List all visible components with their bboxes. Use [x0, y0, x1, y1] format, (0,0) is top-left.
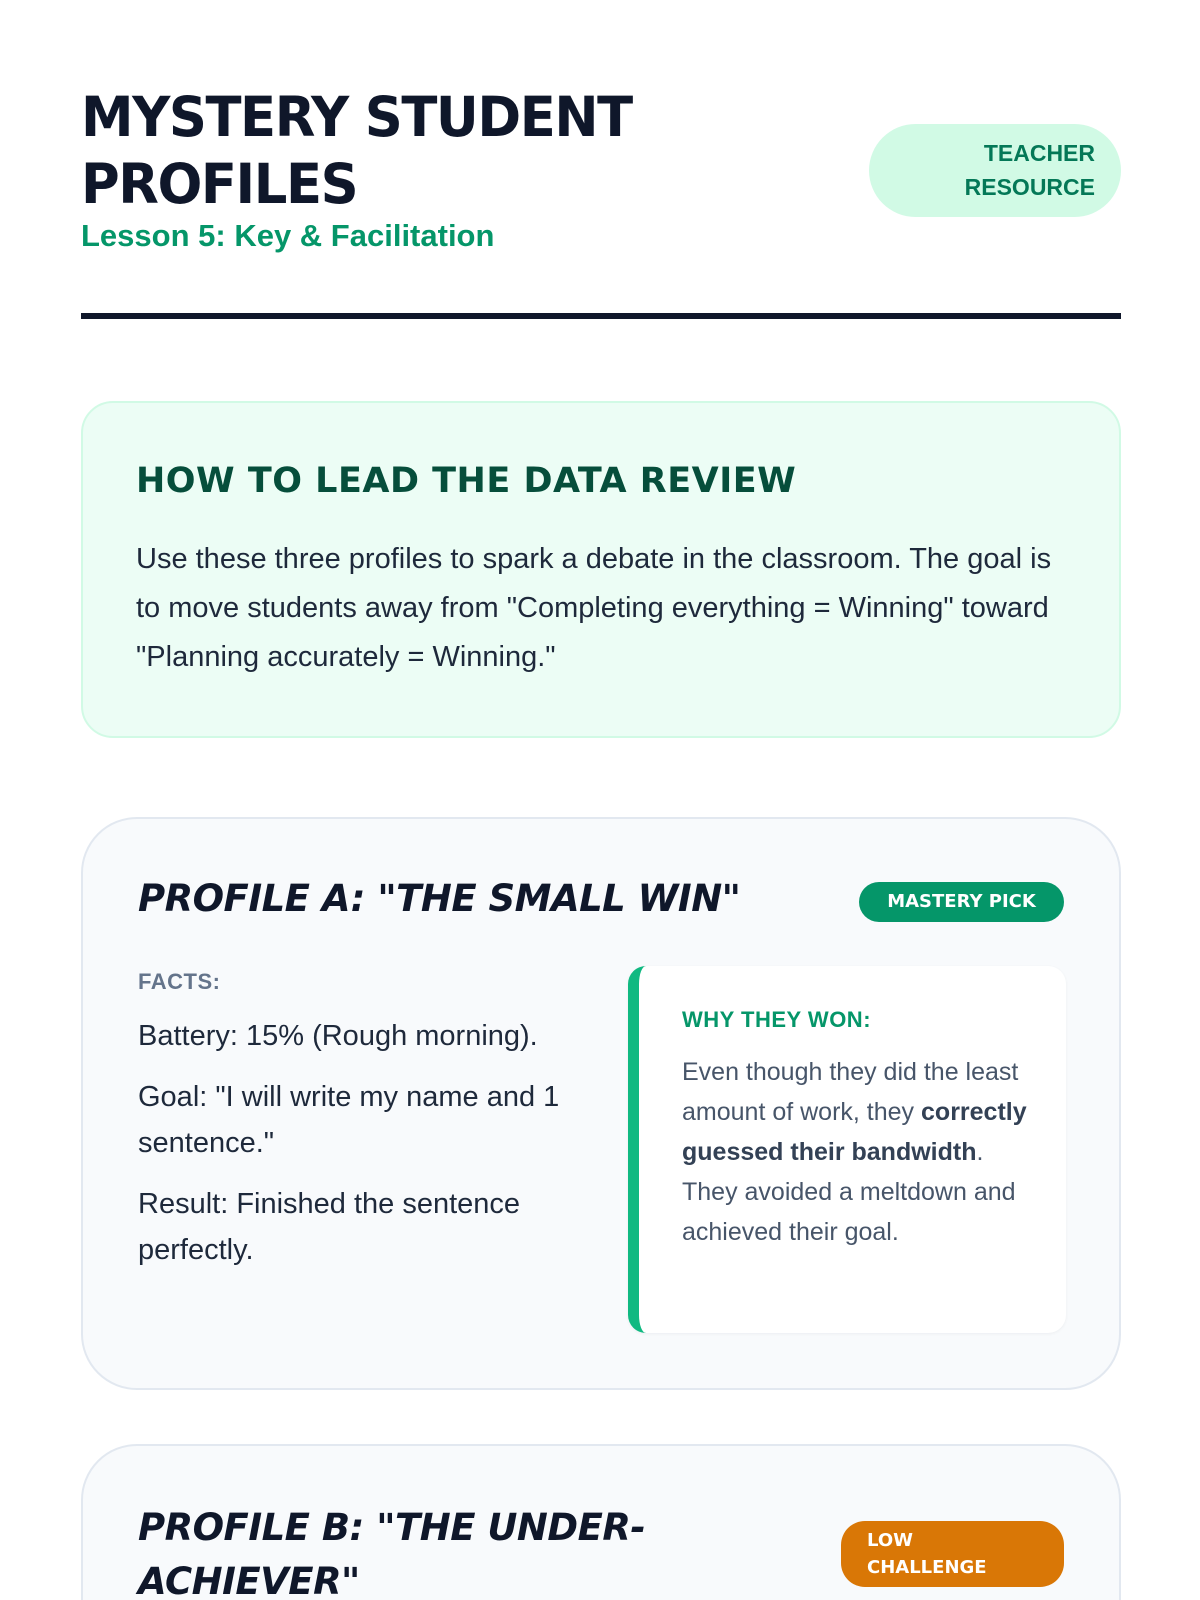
teacher-resource-badge: [869, 124, 1121, 217]
page-title: MYSTERY STUDENT PROFILES: [81, 85, 632, 216]
profile-card-b: [81, 1444, 1121, 1600]
intro-body: Use these three profiles to spark a debate in the classroom. The goal is to move students away from "Completing everything = Winning" toward "Planning accurately = Winning.": [136, 543, 1052, 673]
page-subtitle: Lesson 5: Key & Facilitation: [81, 218, 495, 253]
fact-item: Result: Finished the sentence perfectly.: [138, 1188, 521, 1266]
why-label: WHY THEY WON:: [682, 1007, 872, 1032]
why-explanation: [682, 1052, 1027, 1252]
why-text-emphasis: correctly guessed their bandwidth: [682, 1098, 1027, 1166]
tag-line-1: LOW: [867, 1530, 913, 1551]
profile-card-a: [81, 817, 1121, 1390]
profile-title: PROFILE B: "THE UNDER-ACHIEVER": [138, 1506, 646, 1600]
intro-heading: HOW TO LEAD THE DATA REVIEW: [136, 461, 797, 501]
fact-item: Battery: 15% (Rough morning).: [138, 1020, 538, 1052]
profile-title: PROFILE A: "THE SMALL WIN": [138, 877, 741, 920]
page-header: [81, 84, 1121, 284]
why-text-end: . They avoided a meltdown and achieved their goal.: [682, 1138, 1016, 1246]
header-divider: [81, 313, 1121, 319]
fact-item: Goal: "I will write my name and 1 sentence.": [138, 1081, 560, 1159]
tag-line-2: CHALLENGE: [867, 1557, 987, 1578]
mastery-pick-badge: MASTERY PICK: [859, 882, 1064, 922]
low-challenge-badge: [841, 1521, 1064, 1587]
facts-label: FACTS:: [138, 969, 221, 994]
badge-line-2: RESOURCE: [964, 174, 1095, 200]
intro-callout: [81, 401, 1121, 738]
badge-line-1: TEACHER: [983, 140, 1095, 166]
why-they-won-panel: [628, 966, 1066, 1333]
why-text-start: Even though they did the least amount of work, they: [682, 1058, 1019, 1126]
